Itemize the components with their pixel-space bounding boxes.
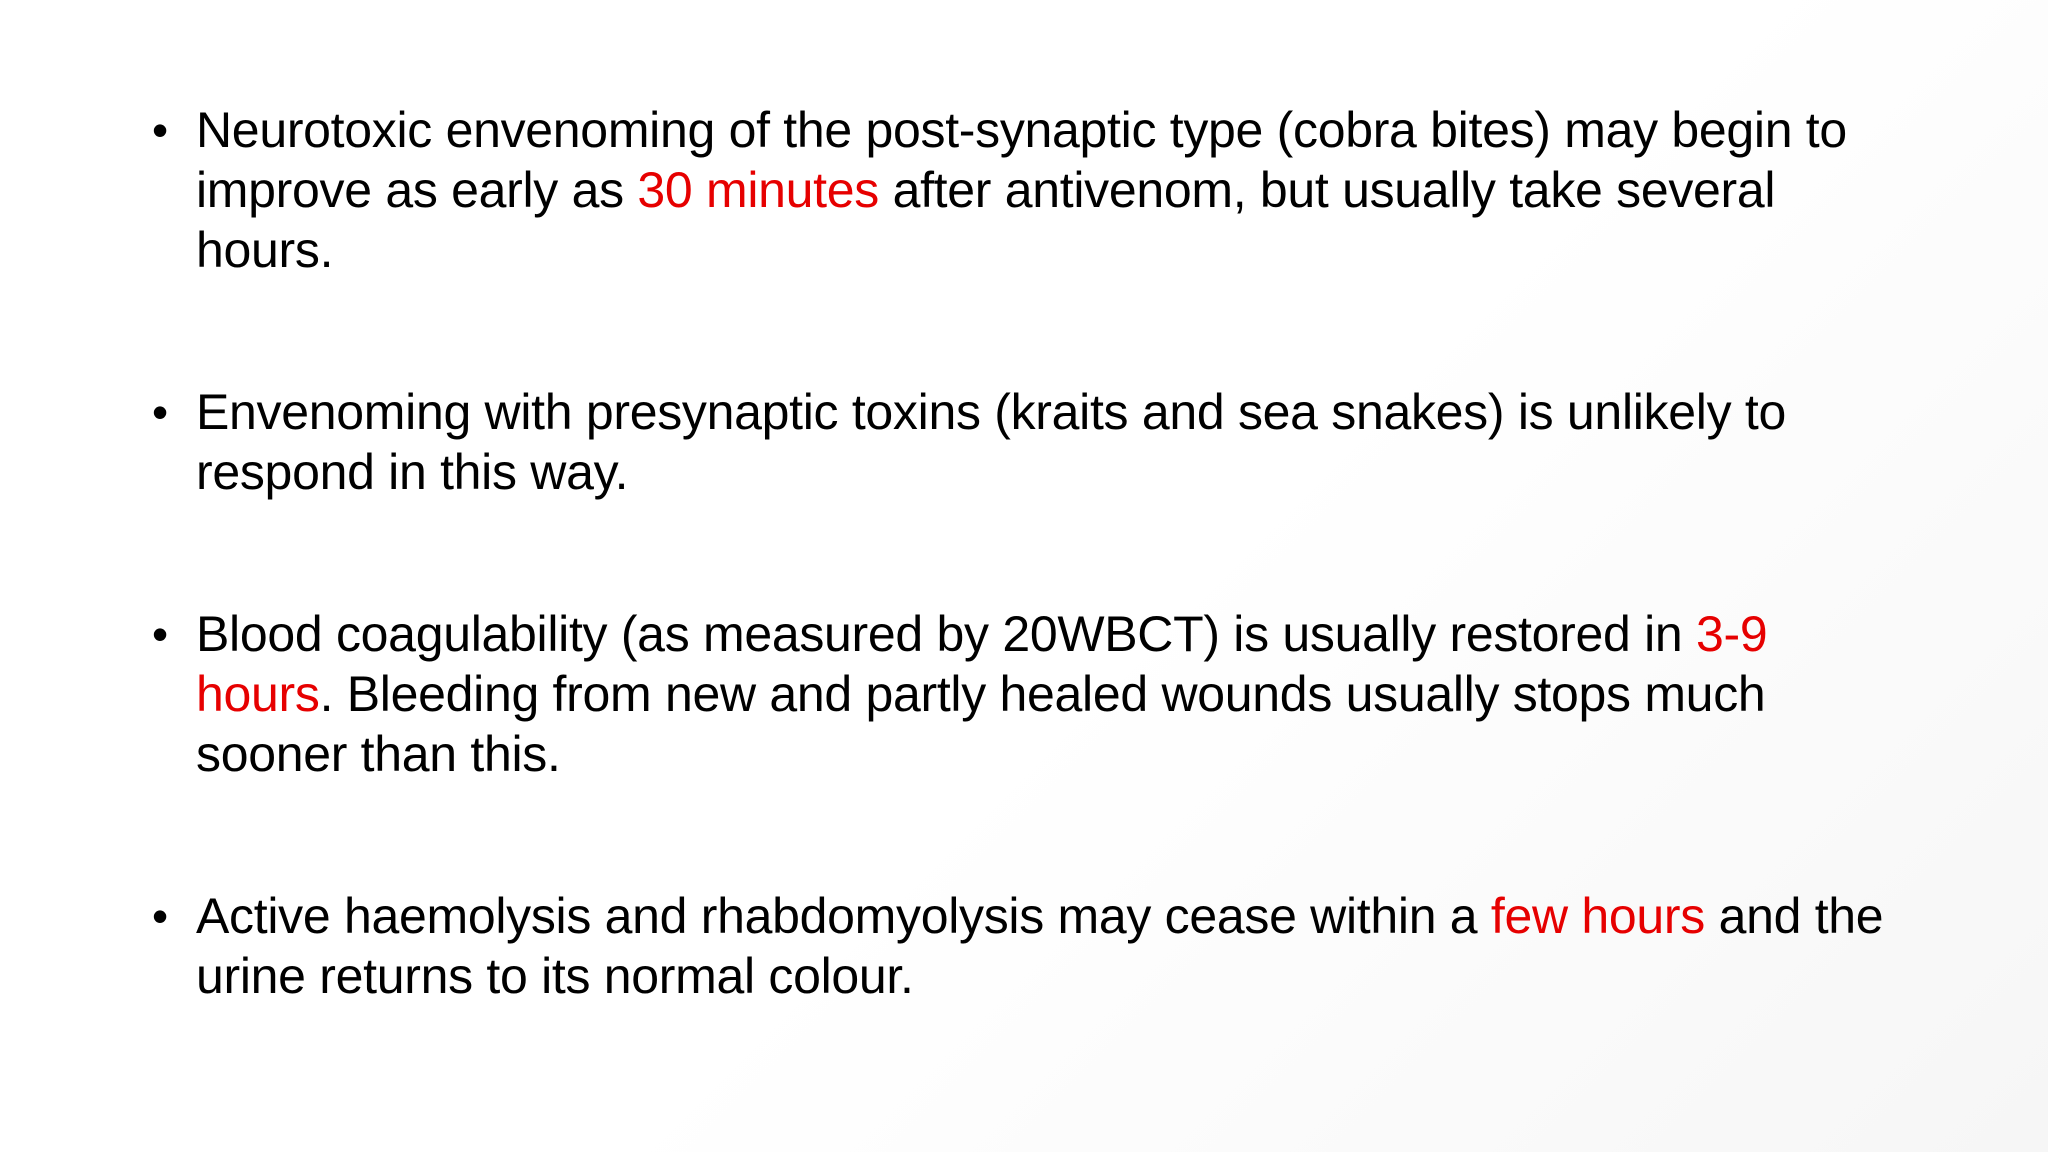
highlighted-text: 30 minutes: [637, 162, 879, 218]
bullet-text: [196, 886, 1896, 1006]
bullet-text-part: Neurotoxic envenoming of the post-synaptic type (cobra bites) may begin to improve as early as: [196, 102, 1847, 218]
bullet-text-part: and the urine returns to its normal colour.: [196, 888, 1884, 1004]
highlighted-text: 3-9 hours: [196, 606, 1768, 722]
bullet-item: [152, 100, 1952, 280]
bullet-item: [152, 604, 1952, 784]
bullet-item: [152, 886, 1952, 1006]
bullet-text: [196, 100, 1896, 280]
bullet-text-part: after antivenom, but usually take several hours.: [196, 162, 1776, 278]
bullet-dot-icon: •: [152, 608, 169, 660]
bullet-text-part: Active haemolysis and rhabdomyolysis may cease within a: [196, 888, 1491, 944]
highlighted-text: few hours: [1490, 888, 1705, 944]
bullet-dot-icon: •: [152, 386, 169, 438]
bullet-dot-icon: •: [152, 104, 169, 156]
bullet-dot-icon: •: [152, 890, 169, 942]
bullet-text-part: . Bleeding from new and partly healed wounds usually stops much sooner than this.: [196, 666, 1766, 782]
bullet-item: [152, 382, 1952, 502]
bullet-text-part: Blood coagulability (as measured by 20WBCT) is usually restored in: [196, 606, 1697, 662]
bullet-text: Envenoming with presynaptic toxins (kraits and sea snakes) is unlikely to respond in this way.: [196, 384, 1786, 500]
bullet-text: [196, 604, 1896, 784]
